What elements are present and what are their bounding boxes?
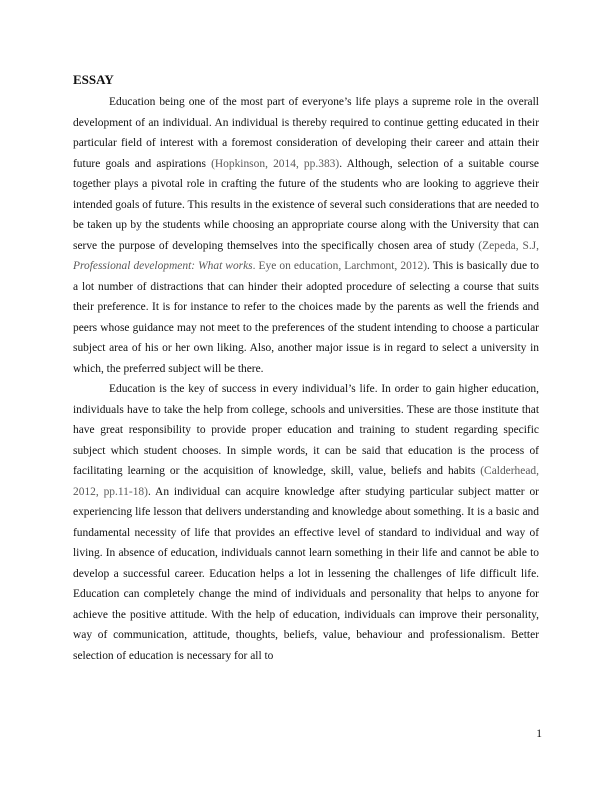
citation-calderhead: (Calderhead, 2012, pp.11-18) [73, 465, 539, 498]
paragraph-2-text-b: . An individual can acquire knowledge after studying particular subject matter or experiencing life lesson that delivers understanding and knowledge about something. It is a basic and fundamental necessity of life that provides an effective level of standard to individual and way of living. In absence of education, individuals cannot learn something in their life and cannot be able to develop a successful career. Education helps a lot in lessening the challenges of life difficult life. Education can completely change the mind of individuals and personality that helps to anyone for achieve the positive attitude. With the help of education, individuals can improve their personality, way of communication, attitude, thoughts, beliefs, value, behaviour and professionalism. Better selection of education is necessary for all to [73, 485, 539, 662]
page-number: 1 [536, 728, 542, 740]
paragraph-2-text-a: Education is the key of success in every individual’s life. In order to gain higher education, individuals have to take the help from college, schools and universities. These are those institute that have great responsibility to provide proper education and training to student regarding specific subject which student chooses. In simple words, it can be said that education is the process of facilitating learning or the acquisition of knowledge, skill, value, beliefs and habits [73, 383, 539, 477]
essay-body [73, 70, 539, 666]
essay-paragraph-1 [73, 92, 539, 379]
citation-zepeda-title: Professional development: What works [73, 260, 253, 272]
essay-paragraph-2 [73, 379, 539, 666]
essay-heading: ESSAY [73, 72, 114, 87]
citation-zepeda-source: . Eye on education, Larchmont, 2012) [252, 260, 428, 272]
citation-hopkinson: (Hopkinson, 2014, pp.383) [211, 157, 340, 170]
paragraph-1-text-b: . Although, selection of a suitable course together plays a pivotal role in crafting the future of the students who are looking to aggrieve their intended goals of future. This results in the existence of several such considerations that are needed to be taken up by the students while choosing an appropriate course along with the University that can serve the purpose of developing themselves into the specifically chosen area of study [73, 157, 539, 252]
citation-zepeda-author: (Zepeda, S.J, [478, 239, 539, 252]
paragraph-1-text-c: . This is basically due to a lot number of distractions that can hinder their adopted procedure of selecting a course that suits their preference. It is for instance to refer to the choices made by the parents as well the friends and peers whose guidance may not meet to the preferences of the student intending to choose a particular subject area of his or her own liking. Also, another major issue is in regard to select a university in which, the preferred subject will be there. [73, 260, 539, 375]
paragraph-1-text-a: Education being one of the most part of everyone’s life plays a supreme role in the overall development of an individual. An individual is thereby required to continue getting educated in their particular field of interest with a foremost consideration of developing their career and attain their future goals and aspirations [73, 96, 539, 170]
